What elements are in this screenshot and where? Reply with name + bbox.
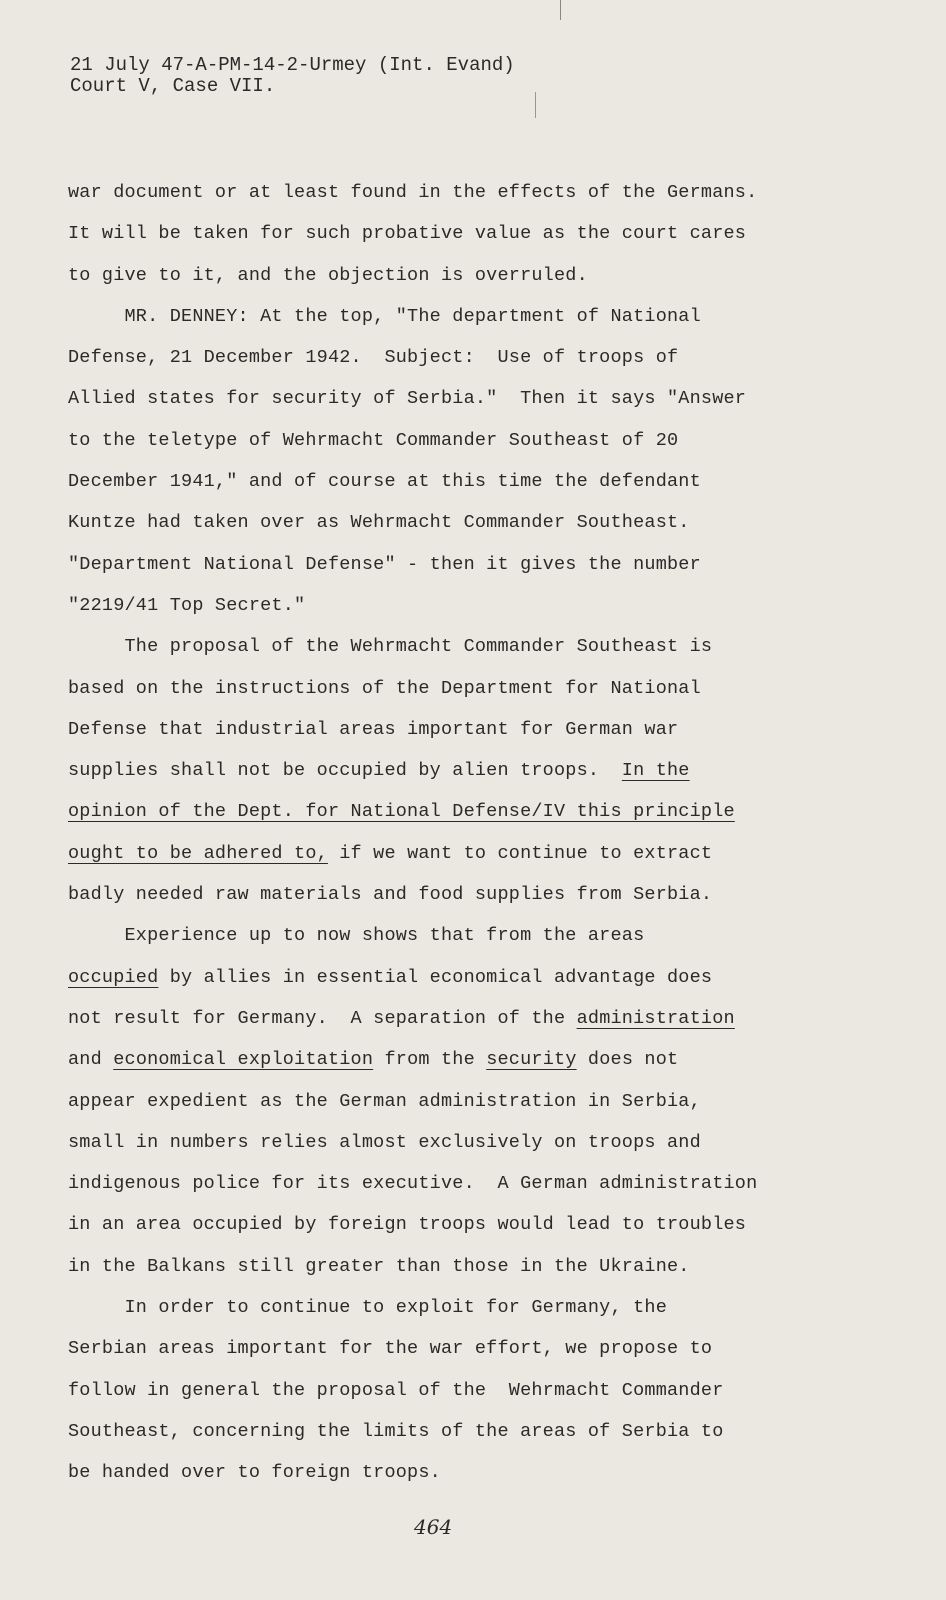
text-line: [68, 337, 828, 378]
text-segment: In order to continue to exploit for Germany, the: [68, 1297, 667, 1319]
text-segment: based on the instructions of the Department for National: [68, 677, 701, 699]
text-segment: Serbian areas important for the war effort, we propose to: [68, 1338, 713, 1360]
text-segment: indigenous police for its executive. A German administration: [68, 1173, 758, 1195]
text-line: [68, 378, 828, 419]
text-line: [68, 833, 828, 874]
text-line: [68, 791, 828, 832]
page-number: 464: [414, 1515, 453, 1539]
text-line: [68, 1411, 828, 1452]
margin-mark: [535, 92, 536, 118]
text-line: [68, 544, 828, 585]
text-line: [68, 1204, 828, 1245]
text-line: [68, 1287, 828, 1328]
text-line: [68, 420, 828, 461]
text-segment: Allied states for security of Serbia." Then it says "Answer: [68, 388, 747, 410]
underlined-text: In the: [621, 760, 690, 782]
underlined-text: economical exploitation: [113, 1049, 374, 1071]
text-segment: December 1941," and of course at this time the defendant: [68, 471, 701, 493]
text-segment: Defense, 21 December 1942. Subject: Use of troops of: [68, 347, 679, 369]
underlined-text: occupied: [68, 966, 159, 988]
transcript-body: [68, 172, 828, 1494]
text-segment: small in numbers relies almost exclusively on troops and: [68, 1131, 701, 1153]
text-line: [68, 585, 828, 626]
text-segment: in the Balkans still greater than those in the Ukraine.: [68, 1255, 690, 1277]
header-line-court-case: Court V, Case VII.: [70, 75, 276, 97]
text-line: [68, 957, 828, 998]
text-line: [68, 296, 828, 337]
text-segment: if we want to continue to extract: [327, 842, 713, 864]
text-line: [68, 461, 828, 502]
text-line: [68, 1039, 828, 1080]
text-segment: from the: [373, 1049, 487, 1071]
text-segment: be handed over to foreign troops.: [68, 1462, 441, 1484]
text-segment: appear expedient as the German administration in Serbia,: [68, 1090, 701, 1112]
text-line: [68, 172, 828, 213]
text-line: [68, 1122, 828, 1163]
text-line: [68, 1328, 828, 1369]
underlined-text: administration: [576, 1007, 735, 1029]
text-line: [68, 1081, 828, 1122]
underlined-text: opinion of the Dept. for National Defense/IV this principle: [68, 801, 735, 823]
text-segment: in an area occupied by foreign troops would lead to troubles: [68, 1214, 747, 1236]
text-line: [68, 1163, 828, 1204]
header-line-transcript-id: 21 July 47-A-PM-14-2-Urmey (Int. Evand): [70, 54, 515, 76]
text-segment: "2219/41 Top Secret.": [68, 594, 306, 616]
text-segment: supplies shall not be occupied by alien troops.: [68, 760, 622, 782]
document-header: [70, 55, 515, 97]
text-line: [68, 915, 828, 956]
text-segment: does not: [576, 1049, 679, 1071]
text-segment: Kuntze had taken over as Wehrmacht Commander Southeast.: [68, 512, 690, 534]
text-line: [68, 709, 828, 750]
text-segment: to the teletype of Wehrmacht Commander Southeast of 20: [68, 429, 679, 451]
text-segment: Experience up to now shows that from the areas: [68, 925, 645, 947]
text-line: [68, 750, 828, 791]
text-segment: and: [68, 1049, 114, 1071]
text-segment: war document or at least found in the effects of the Germans.: [68, 182, 758, 203]
text-line: [68, 502, 828, 543]
text-line: [68, 668, 828, 709]
text-segment: MR. DENNEY: At the top, "The department of National: [68, 305, 701, 327]
paper-edge-mark: [560, 0, 561, 20]
text-segment: "Department National Defense" - then it gives the number: [68, 553, 701, 575]
text-line: [68, 213, 828, 254]
text-line: [68, 1452, 828, 1493]
underlined-text: security: [486, 1049, 577, 1071]
text-segment: to give to it, and the objection is overruled.: [68, 264, 588, 286]
text-line: [68, 626, 828, 667]
text-line: [68, 874, 828, 915]
text-segment: not result for Germany. A separation of the: [68, 1007, 577, 1029]
underlined-text: ought to be adhered to,: [68, 842, 328, 864]
text-line: [68, 1370, 828, 1411]
text-segment: by allies in essential economical advantage does: [158, 966, 713, 988]
text-line: [68, 1246, 828, 1287]
text-segment: badly needed raw materials and food supplies from Serbia.: [68, 884, 713, 906]
text-line: [68, 998, 828, 1039]
text-segment: Southeast, concerning the limits of the areas of Serbia to: [68, 1420, 724, 1442]
text-segment: Defense that industrial areas important for German war: [68, 718, 679, 740]
text-line: [68, 255, 828, 296]
text-segment: The proposal of the Wehrmacht Commander Southeast is: [68, 636, 713, 658]
text-segment: follow in general the proposal of the Wehrmacht Commander: [68, 1379, 724, 1401]
text-segment: It will be taken for such probative value as the court cares: [68, 223, 747, 245]
